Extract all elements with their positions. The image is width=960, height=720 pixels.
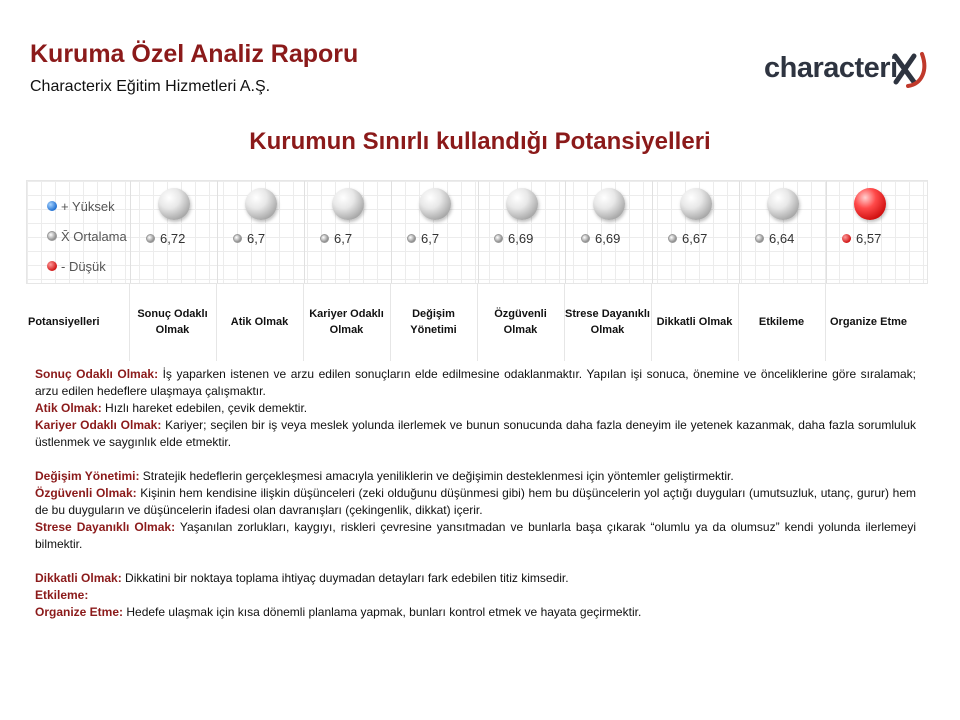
potential-name: Değişim Yönetimi [410, 308, 457, 336]
score-text: 6,69 [595, 231, 621, 246]
potential-name: Atik Olmak [230, 316, 289, 328]
definition-term: Sonuç Odaklı Olmak: [35, 367, 159, 381]
potential-name: Etkileme [758, 316, 805, 328]
grey-sphere-icon [245, 188, 277, 220]
grey-sphere-icon [593, 188, 625, 220]
legend [47, 191, 127, 281]
potential-name: Kariyer Odaklı Olmak [309, 308, 384, 336]
score-cell [826, 181, 913, 283]
legend-label: X̄ Ortalama [61, 228, 127, 244]
score-text: 6,7 [247, 231, 266, 246]
paragraph-gap [35, 451, 916, 468]
definition-term: Strese Dayanıklı Olmak: [35, 520, 176, 534]
potential-scores-chart [26, 180, 928, 284]
definition-text: İş yaparken istenen ve arzu edilen sonuçların elde edilmesine odaklanmaktır. Yapılan işi sonuca, önemine ve önceliklerine göre sıralamak; arzu edilen hedeflere ulaşmaya çalışmaktır. [35, 367, 917, 398]
red-dot-icon [842, 234, 851, 243]
score-cell [478, 181, 565, 283]
x-mark-logo-icon [892, 48, 928, 90]
score-cell [652, 181, 739, 283]
score-cell [739, 181, 826, 283]
score-value [233, 231, 265, 246]
grey-dot-icon [47, 231, 57, 241]
definition-term: Değişim Yönetimi: [35, 469, 140, 483]
score-text: 6,69 [508, 231, 534, 246]
definition-item [35, 519, 916, 553]
score-text: 6,64 [769, 231, 795, 246]
definition-text: Stratejik hedeflerin gerçekleşmesi amacıyla yeniliklerin ve değişimin desteklenmesi için yöntemler geliştirmektir. [139, 469, 734, 483]
score-cell [130, 181, 217, 283]
score-cell [565, 181, 652, 283]
red-dot-icon [47, 261, 57, 271]
score-text: 6,67 [682, 231, 708, 246]
definition-item [35, 400, 916, 417]
potential-name: Organize Etme [829, 316, 908, 328]
legend-item-average [47, 221, 127, 251]
definition-term: Etkileme: [35, 588, 89, 602]
characterix-logo [764, 52, 934, 92]
score-cell [217, 181, 304, 283]
potential-names-row [26, 283, 926, 361]
score-text: 6,72 [160, 231, 186, 246]
definition-term: Dikkatli Olmak: [35, 571, 122, 585]
potential-name: Dikkatli Olmak [656, 316, 733, 328]
definition-text: Yaşanılan zorlukları, kaygıyı, riskleri çevresine yansıtmadan ve bunlarla başa çıkarak “olumlu ya da olumsuz” kendi yolunda ilerlemeyi bilmektir. [35, 520, 916, 551]
grey-sphere-icon [332, 188, 364, 220]
definition-term: Organize Etme: [35, 605, 124, 619]
definition-item [35, 417, 916, 451]
potential-name: Strese Dayanıklı Olmak [565, 308, 650, 336]
legend-item-high [47, 191, 127, 221]
report-title: Kuruma Özel Analiz Raporu [30, 40, 359, 68]
grey-dot-icon [581, 234, 590, 243]
legend-label: - Düşük [61, 258, 106, 274]
definition-item [35, 485, 916, 519]
legend-label: + Yüksek [61, 198, 115, 214]
grey-dot-icon [320, 234, 329, 243]
definition-text: Hızlı hareket edebilen, çevik demektir. [101, 401, 308, 415]
definition-term: Özgüvenli Olmak: [35, 486, 137, 500]
score-cell [391, 181, 478, 283]
logo-text: characteri [764, 52, 898, 84]
definition-item [35, 366, 916, 400]
grey-dot-icon [755, 234, 764, 243]
grey-sphere-icon [419, 188, 451, 220]
definition-item [35, 587, 916, 604]
company-name: Characterix Eğitim Hizmetleri A.Ş. [30, 78, 271, 95]
score-value [581, 231, 620, 246]
blue-dot-icon [47, 201, 57, 211]
definition-item [35, 570, 916, 587]
grey-dot-icon [233, 234, 242, 243]
score-value [146, 231, 185, 246]
red-sphere-icon [854, 188, 886, 220]
definition-item [35, 468, 916, 485]
definition-term: Atik Olmak: [35, 401, 102, 415]
potential-name: Özgüvenli Olmak [494, 308, 547, 336]
score-cell [304, 181, 391, 283]
grey-dot-icon [668, 234, 677, 243]
definition-text: Hedefe ulaşmak için kısa dönemli planlama yapmak, bunları kontrol etmek ve hayata geçirmektir. [123, 605, 642, 619]
score-value [668, 231, 707, 246]
definition-text: Kariyer; seçilen bir iş veya meslek yolunda ilerlemek ve bunun sonucunda daha fazla deneyim ile yetenek kazanmak, daha fazla sorumluluk üstlenmek ve saygınlık elde etmektir. [35, 418, 916, 449]
definition-text: Dikkatini bir noktaya toplama ihtiyaç duymadan detayları fark edebilen titiz kimsedir. [121, 571, 569, 585]
score-text: 6,7 [421, 231, 440, 246]
grey-sphere-icon [506, 188, 538, 220]
score-value [842, 231, 881, 246]
score-value [407, 231, 439, 246]
grey-sphere-icon [680, 188, 712, 220]
grey-dot-icon [494, 234, 503, 243]
definition-text: Kişinin hem kendisine ilişkin düşünceleri (zeki olduğunu düşünmesi gibi) hem bu düşüncelerin yol açtığı duyguları (umutsuzluk, utanç, gurur) hem de bu duyguların ve düşüncelerin ifadesi olan davranışları (çekingenlik, dikkat) içerir. [35, 486, 916, 517]
score-text: 6,57 [856, 231, 882, 246]
grey-dot-icon [407, 234, 416, 243]
score-value [755, 231, 794, 246]
row-label: Potansiyelleri [28, 316, 100, 328]
definitions-list [35, 366, 916, 621]
score-value [494, 231, 533, 246]
paragraph-gap [35, 553, 916, 570]
potential-name: Sonuç Odaklı Olmak [137, 308, 208, 336]
grey-sphere-icon [767, 188, 799, 220]
grey-dot-icon [146, 234, 155, 243]
legend-item-low [47, 251, 127, 281]
section-title: Kurumun Sınırlı kullandığı Potansiyelleri [249, 128, 711, 155]
score-value [320, 231, 352, 246]
definition-item [35, 604, 916, 621]
grey-sphere-icon [158, 188, 190, 220]
score-text: 6,7 [334, 231, 353, 246]
definition-term: Kariyer Odaklı Olmak: [35, 418, 162, 432]
